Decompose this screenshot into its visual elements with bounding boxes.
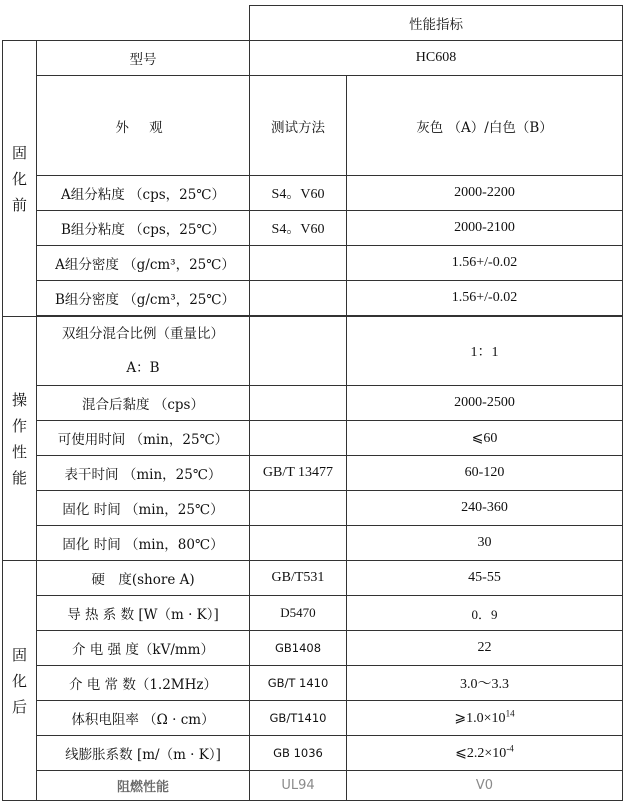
property-label: 可使用时间 （min，25℃） [37, 421, 250, 456]
property-value: 3.0～3.3 [347, 666, 623, 701]
property-value: 1.56+/-0.02 [347, 281, 623, 316]
table-row [3, 456, 623, 491]
table-row [3, 211, 623, 246]
table-row [3, 701, 623, 736]
category-char: 性 [11, 442, 27, 461]
test-method: GB/T531 [250, 561, 347, 596]
mix-ratio-sublabel: A：B [126, 360, 160, 376]
property-label: B组分粘度 （cps，25℃） [37, 211, 250, 246]
category-char: 化 [11, 671, 27, 690]
table-row [3, 561, 623, 596]
appearance-row [3, 76, 623, 176]
test-method: GB/T 1410 [250, 666, 347, 701]
category-char: 固 [11, 143, 27, 162]
property-label: 导 热 系 数 [W（m · K）] [37, 596, 250, 631]
table-row [3, 771, 623, 801]
test-method [250, 491, 347, 526]
property-value: V0 [347, 771, 623, 801]
category-char: 前 [11, 195, 27, 214]
property-value: ⩽60 [347, 421, 623, 456]
category-before-cure [3, 41, 37, 317]
property-label: 介 电 常 数（1.2MHz） [37, 666, 250, 701]
property-value: 2000-2100 [347, 211, 623, 246]
test-method: GB 1036 [250, 736, 347, 771]
category-char: 作 [11, 416, 27, 435]
test-method: GB1408 [250, 631, 347, 666]
test-method-label: 测试方法 [250, 76, 347, 176]
header-row [3, 6, 623, 41]
test-method: S4。V60 [250, 211, 347, 246]
test-method [250, 421, 347, 456]
property-label: 固化 时间 （min，25℃） [37, 491, 250, 526]
property-label: 固化 时间 （min，80℃） [37, 526, 250, 561]
perf-title: 性能指标 [250, 6, 623, 41]
table-row [3, 631, 623, 666]
performance-spec-table [2, 5, 623, 801]
mix-ratio-label: 双组分混合比例（重量比） [62, 326, 224, 342]
property-value: 60-120 [347, 456, 623, 491]
property-value [347, 736, 623, 771]
category-operation [3, 317, 37, 561]
test-method: GB/T 13477 [250, 456, 347, 491]
property-label: 线膨胀系数 [m/（m · K）] [37, 736, 250, 771]
property-label: 混合后黏度 （cps） [37, 386, 250, 421]
category-char: 操 [11, 390, 27, 409]
category-after-cure [3, 561, 37, 801]
property-value: 0．9 [347, 596, 623, 631]
model-value: HC608 [250, 41, 623, 76]
property-label: 介 电 强 度（kV/mm） [37, 631, 250, 666]
test-method [250, 526, 347, 561]
category-char: 能 [11, 468, 27, 487]
flame-retardancy-label: 阻燃性能 [116, 780, 169, 795]
model-label: 型号 [37, 41, 250, 76]
table-row [3, 281, 623, 316]
table-row [3, 386, 623, 421]
table-row [3, 736, 623, 771]
property-label [37, 771, 250, 801]
value-base: ⩽2.2×10 [455, 745, 507, 761]
property-label: A组分粘度 （cps，25℃） [37, 176, 250, 211]
category-char: 后 [11, 697, 27, 716]
test-method [250, 246, 347, 281]
test-method [250, 317, 347, 386]
test-method [250, 386, 347, 421]
table-row [3, 596, 623, 631]
model-row [3, 41, 623, 76]
appearance-label: 外 观 [37, 76, 250, 176]
property-value [347, 701, 623, 736]
value-exponent: -4 [506, 742, 514, 753]
property-value: 2000-2200 [347, 176, 623, 211]
property-value: 30 [347, 526, 623, 561]
property-label: 体积电阻率 （Ω · cm） [37, 701, 250, 736]
table-row [3, 491, 623, 526]
table-row [3, 421, 623, 456]
test-method [250, 281, 347, 316]
test-method: GB/T1410 [250, 701, 347, 736]
table-row [3, 176, 623, 211]
property-value: 1.56+/-0.02 [347, 246, 623, 281]
property-label: 表干时间 （min，25℃） [37, 456, 250, 491]
category-char: 化 [11, 169, 27, 188]
property-label [37, 317, 250, 386]
property-value: 22 [347, 631, 623, 666]
value-base: ⩾1.0×10 [454, 710, 506, 726]
table-row [3, 246, 623, 281]
header-empty-cell [3, 6, 250, 41]
test-method: S4。V60 [250, 176, 347, 211]
property-label: A组分密度 （g/cm³，25℃） [37, 246, 250, 281]
table-row [3, 666, 623, 701]
property-value: 45-55 [347, 561, 623, 596]
property-label: B组分密度 （g/cm³，25℃） [37, 281, 250, 316]
property-value: 240-360 [347, 491, 623, 526]
test-method: D5470 [250, 596, 347, 631]
value-exponent: 14 [505, 707, 515, 718]
test-method: UL94 [250, 771, 347, 801]
property-value: 1：1 [347, 317, 623, 386]
table-row [3, 317, 623, 386]
property-label: 硬 度(shore A) [37, 561, 250, 596]
property-value: 2000-2500 [347, 386, 623, 421]
category-char: 固 [11, 645, 27, 664]
appearance-value: 灰色 （A）/白色（B） [347, 76, 623, 176]
table-row [3, 526, 623, 561]
